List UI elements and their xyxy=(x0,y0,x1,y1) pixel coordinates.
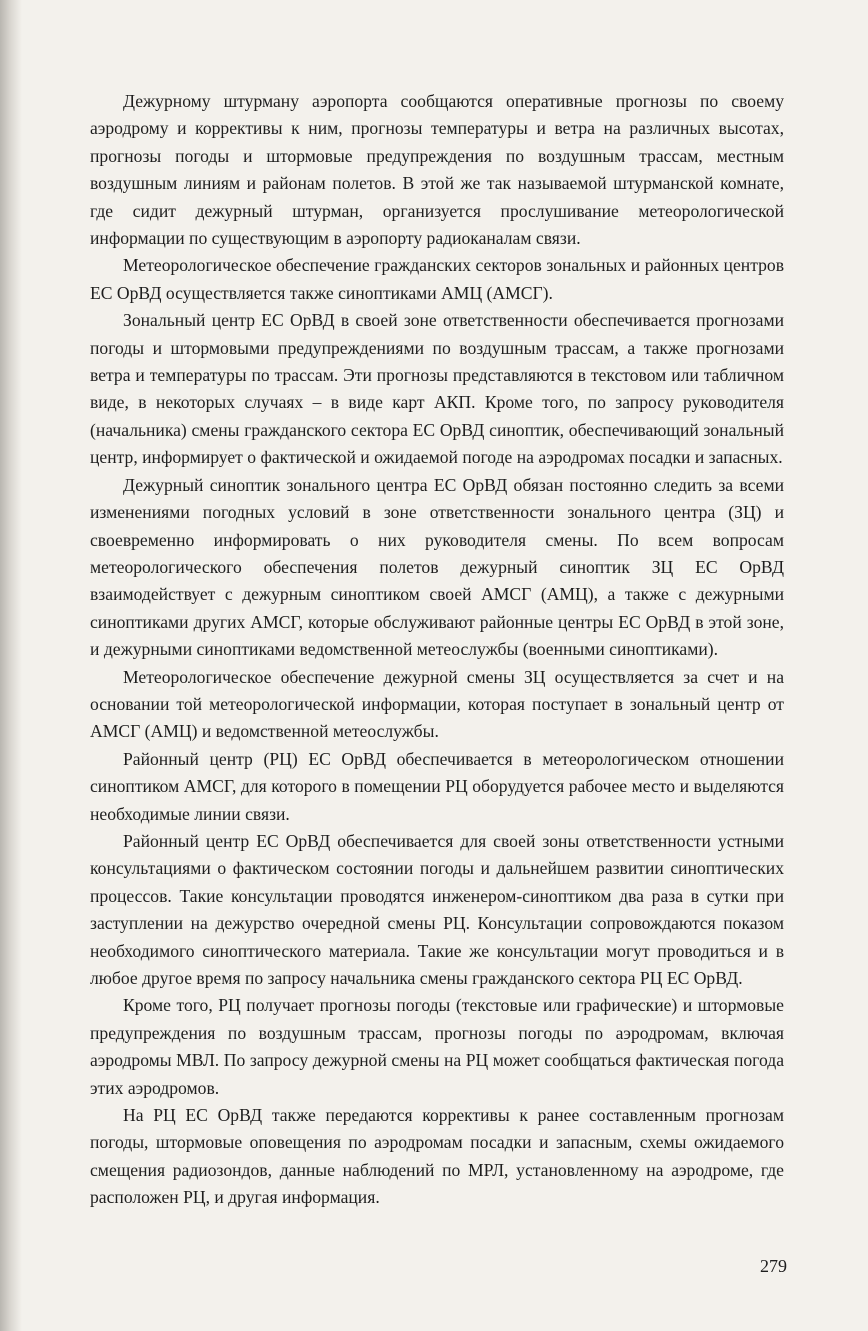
paragraph: Метеорологическое обеспечение гражданских секторов зональных и районных центров ЕС ОрВД осуществляется также синоптиками АМЦ (АМСГ). xyxy=(90,255,784,303)
paragraph: Дежурному штурману аэропорта сообщаются оперативные прогнозы по своему аэродрому и коррективы к ним, прогнозы температуры и ветра на различных высотах, прогнозы погоды и штормовые предупреждения по воздушным трассам, местным воздушным линиям и районам полетов. В этой же так называемой штурманской комнате, где сидит дежурный штурман, организуется прослушивание метеорологической информации по существующим в аэропорту радиоканалам связи. xyxy=(90,91,784,249)
page-edge-shadow xyxy=(0,0,22,1331)
paragraph: Районный центр ЕС ОрВД обеспечивается для своей зоны ответственности устными консультациями о фактическом состоянии погоды и дальнейшем развитии синоптических процессов. Такие консультации проводятся инженером-синоптиком два раза в сутки при заступлении на дежурство очередной смены РЦ. Консультации сопровождаются показом необходимого синоптического материала. Такие же консультации могут проводиться и в любое другое время по запросу начальника смены гражданского сектора РЦ ЕС ОрВД. xyxy=(90,830,784,988)
page-number: 279 xyxy=(760,1256,787,1276)
paragraph: Кроме того, РЦ получает прогнозы погоды (текстовые или графические) и штормовые предупреждения по воздушным трассам, прогнозы погоды по аэродромам, включая аэродромы МВЛ. По запросу дежурной смены на РЦ может сообщаться фактическая погода этих аэродромов. xyxy=(90,995,784,1098)
paragraph: Районный центр (РЦ) ЕС ОрВД обеспечивается в метеорологическом отношении синоптиком АМСГ, для которого в помещении РЦ оборудуется рабочее место и выделяются необходимые линии связи. xyxy=(90,748,784,824)
paragraph: На РЦ ЕС ОрВД также передаются коррективы к ранее составленным прогнозам погоды, штормовые оповещения по аэродромам посадки и запасным, схемы ожидаемого смещения радиозондов, данные наблюдений по МРЛ, установленному на аэродроме, где расположен РЦ, и другая информация. xyxy=(90,1105,784,1208)
paragraph: Дежурный синоптик зонального центра ЕС ОрВД обязан постоянно следить за всеми изменениями погодных условий в зоне ответственности зонального центра (ЗЦ) и своевременно информировать о них руководителя смены. По всем вопросам метеорологического обеспечения полетов дежурный синоптик ЗЦ ЕС ОрВД взаимодействует с дежурным синоптиком своей АМСГ (АМЦ), а также с дежурными синоптиками других АМСГ, которые обслуживают районные центры ЕС ОрВД в этой зоне, и дежурными синоптиками ведомственной метеослужбы (военными синоптиками). xyxy=(90,474,784,660)
paragraph: Метеорологическое обеспечение дежурной смены ЗЦ осуществляется за счет и на основании той метеорологической информации, которая поступает в зональный центр от АМСГ (АМЦ) и ведомственной метеослужбы. xyxy=(90,666,784,742)
body-text xyxy=(90,88,784,1212)
paragraph: Зональный центр ЕС ОрВД в своей зоне ответственности обеспечивается прогнозами погоды и штормовыми предупреждениями по воздушным трассам, а также прогнозами ветра и температуры по трассам. Эти прогнозы представляются в текстовом или табличном виде, в некоторых случаях – в виде карт АКП. Кроме того, по запросу руководителя (начальника) смены гражданского сектора ЕС ОрВД синоптик, обеспечивающий зональный центр, информирует о фактической и ожидаемой погоде на аэродромах посадки и запасных. xyxy=(90,310,784,468)
